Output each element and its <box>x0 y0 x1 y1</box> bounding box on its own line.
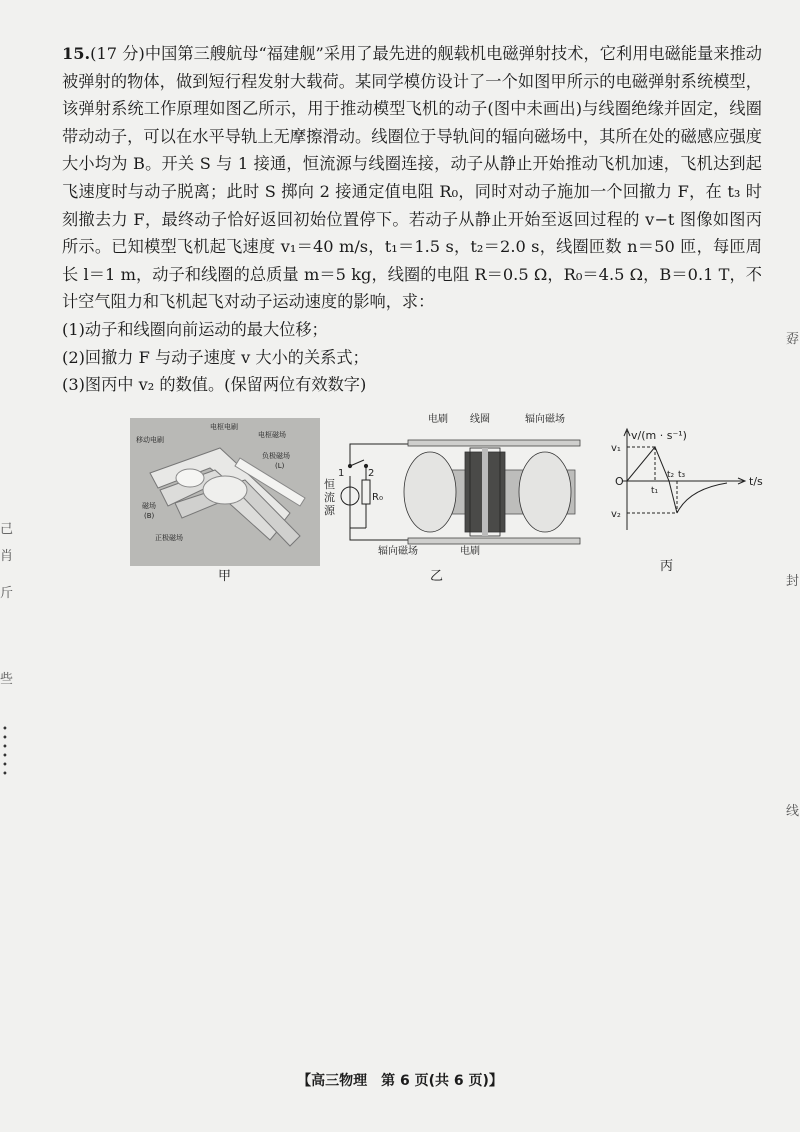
label-source-2: 流 <box>324 491 335 504</box>
t1-label: t₁ <box>651 486 659 496</box>
label-neg-field: 负极磁场 <box>262 452 290 460</box>
margin-left-char-4: 些 <box>0 672 14 687</box>
label-neg-field-sub: (L) <box>275 462 285 470</box>
question-score: (17 分) <box>90 44 145 63</box>
label-pos-field: 正极磁场 <box>155 534 183 542</box>
origin-label: O <box>615 475 624 488</box>
problem-text <box>62 40 762 316</box>
x-axis-label: t/s <box>749 475 763 488</box>
sub-question-1: (1)动子和线圈向前运动的最大位移； <box>62 319 328 339</box>
vt-curve-linear <box>627 447 677 513</box>
figure-jia <box>130 418 320 566</box>
margin-left-char-3: 斤 <box>0 586 14 601</box>
sub-question-3: (3)图丙中 v₂ 的数值。(保留两位有效数字) <box>62 375 367 395</box>
v2-label: v₂ <box>611 509 621 520</box>
problem-15 <box>62 40 762 399</box>
caption-yi: 乙 <box>430 569 444 584</box>
t3-label: t₃ <box>678 470 686 480</box>
sub-question-2: (2)回撤力 F 与动子速度 v 大小的关系式； <box>62 347 369 367</box>
figure-bing <box>605 425 775 535</box>
label-moving-brush: 移动电刷 <box>136 436 164 444</box>
margin-dots: • • • • • • <box>2 724 8 780</box>
margin-right-char-3: 线 <box>786 804 800 819</box>
page-footer: 【高三物理 第 6 页(共 6 页)】 <box>297 1073 503 1089</box>
label-switch-1: 1 <box>338 468 345 479</box>
label-magnetic-field-sub: (B) <box>144 512 155 520</box>
margin-right-char-2: 封 <box>786 574 800 589</box>
margin-left-char-1: 己 <box>0 522 14 537</box>
v1-label: v₁ <box>611 443 621 454</box>
label-radial-field-bottom: 辐向磁场 <box>378 546 418 557</box>
label-r0: R₀ <box>372 492 383 503</box>
label-armature-field: 电枢磁场 <box>258 431 286 439</box>
label-brush-top: 电刷 <box>428 414 448 425</box>
label-source-3: 源 <box>324 504 335 517</box>
label-brush-bottom: 电刷 <box>460 546 480 557</box>
caption-bing: 丙 <box>660 559 674 574</box>
caption-jia: 甲 <box>218 569 232 584</box>
margin-right-char-1: 孬 <box>786 332 800 347</box>
margin-left-char-2: 肖 <box>0 549 14 564</box>
question-number: 15. <box>62 44 91 63</box>
label-coil: 线圈 <box>470 414 490 425</box>
radial-magnets <box>404 448 571 536</box>
figure-yi <box>320 408 590 560</box>
label-source-1: 恒 <box>324 478 335 491</box>
y-axis-label: v/(m · s⁻¹) <box>631 429 687 442</box>
label-magnetic-field: 磁场 <box>142 502 156 510</box>
label-switch-2: 2 <box>368 468 375 479</box>
question-body: 中国第三艘航母“福建舰”采用了最先进的舰载机电磁弹射技术，它利用电磁能量来推动被弹射的物体，做到短行程发射大载荷。某同学模仿设计了一个如图甲所示的电磁弹射系统模型，该弹射系统工作原理如图乙所示，用于推动模型飞机的动子(图中未画出)与线圈绝缘并固定，线圈带动动子，可以在水平导轨上无摩擦滑动。线圈位于导轨间的辐向磁场中，其所在处的磁感应强度大小均为 B。开关 S 与 1 接通，恒流源与线圈连接，动子从静止开始推动飞机加速，飞机达到起飞速度时与动子脱离；此时 S 掷向 2 接通定值电阻 R₀，同时对动子施加一个回撤力 F，在 t₃ 时刻撤去力 F，最终动子恰好返回初始位置停下。若动子从静止开始至返回过程的 v−t 图像如图丙所示。已知模型飞机起飞速度 v₁＝40 m/s，t₁＝1.5 s，t₂＝2.0 s，线圈匝数 n＝50 匝，每匝周长 l＝1 m，动子和线圈的总质量 m＝5 kg，线圈的电阻 R＝0.5 Ω，R₀＝4.5 Ω，B＝0.1 T，不计空气阻力和飞机起飞对动子运动速度的影响，求： <box>62 44 762 312</box>
label-radial-field-top: 辐向磁场 <box>525 414 565 425</box>
label-armature-brush: 电枢电刷 <box>210 423 238 431</box>
vt-curve-exp <box>677 483 727 513</box>
t2-label: t₂ <box>667 470 675 480</box>
